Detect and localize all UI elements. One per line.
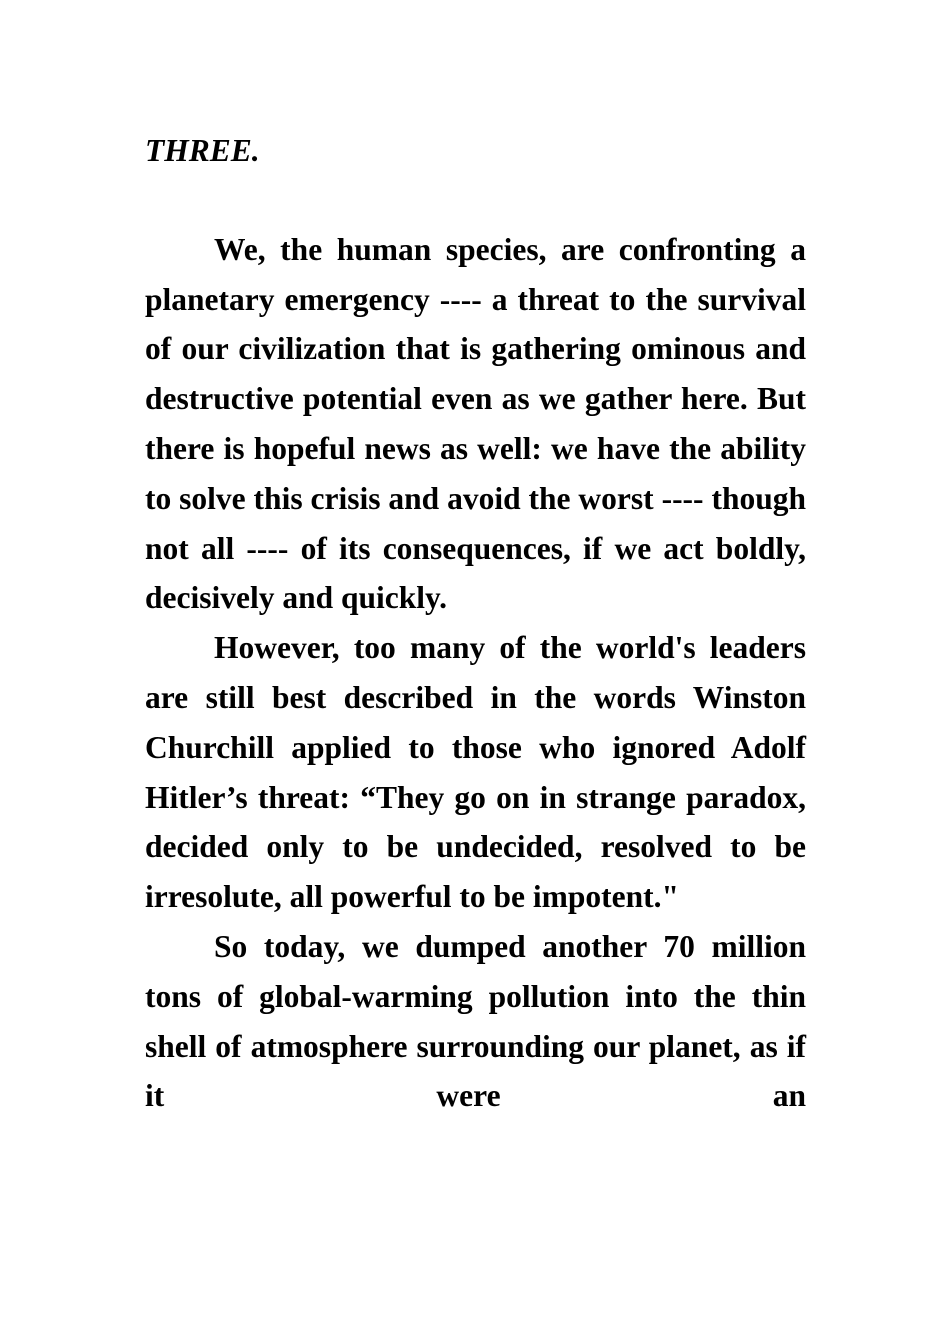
- paragraph-planetary-emergency: We, the human species, are confronting a planetary emergency ---- a threat to the survival of our civilization that is gathering ominous and destructive potential even as we gather here. But there is hopeful news as well: we have the ability to solve this crisis and avoid the worst ---- though not all ---- of its consequences, if we act boldly, decisively and quickly.: [145, 231, 806, 616]
- paragraph-pollution: So today, we dumped another 70 million tons of global-warming pollution into the thin shell of atmosphere surrounding our planet, as if it were an: [145, 928, 806, 1114]
- paragraph-churchill-quote: However, too many of the world's leaders are still best described in the words Winston Churchill applied to those who ignored Adolf Hitler’s threat: “They go on in strange paradox, decided only to be undecided, resolved to be irresolute, all powerful to be impotent.": [145, 630, 806, 915]
- document-page: [145, 126, 806, 1121]
- section-heading: THREE.: [145, 133, 260, 168]
